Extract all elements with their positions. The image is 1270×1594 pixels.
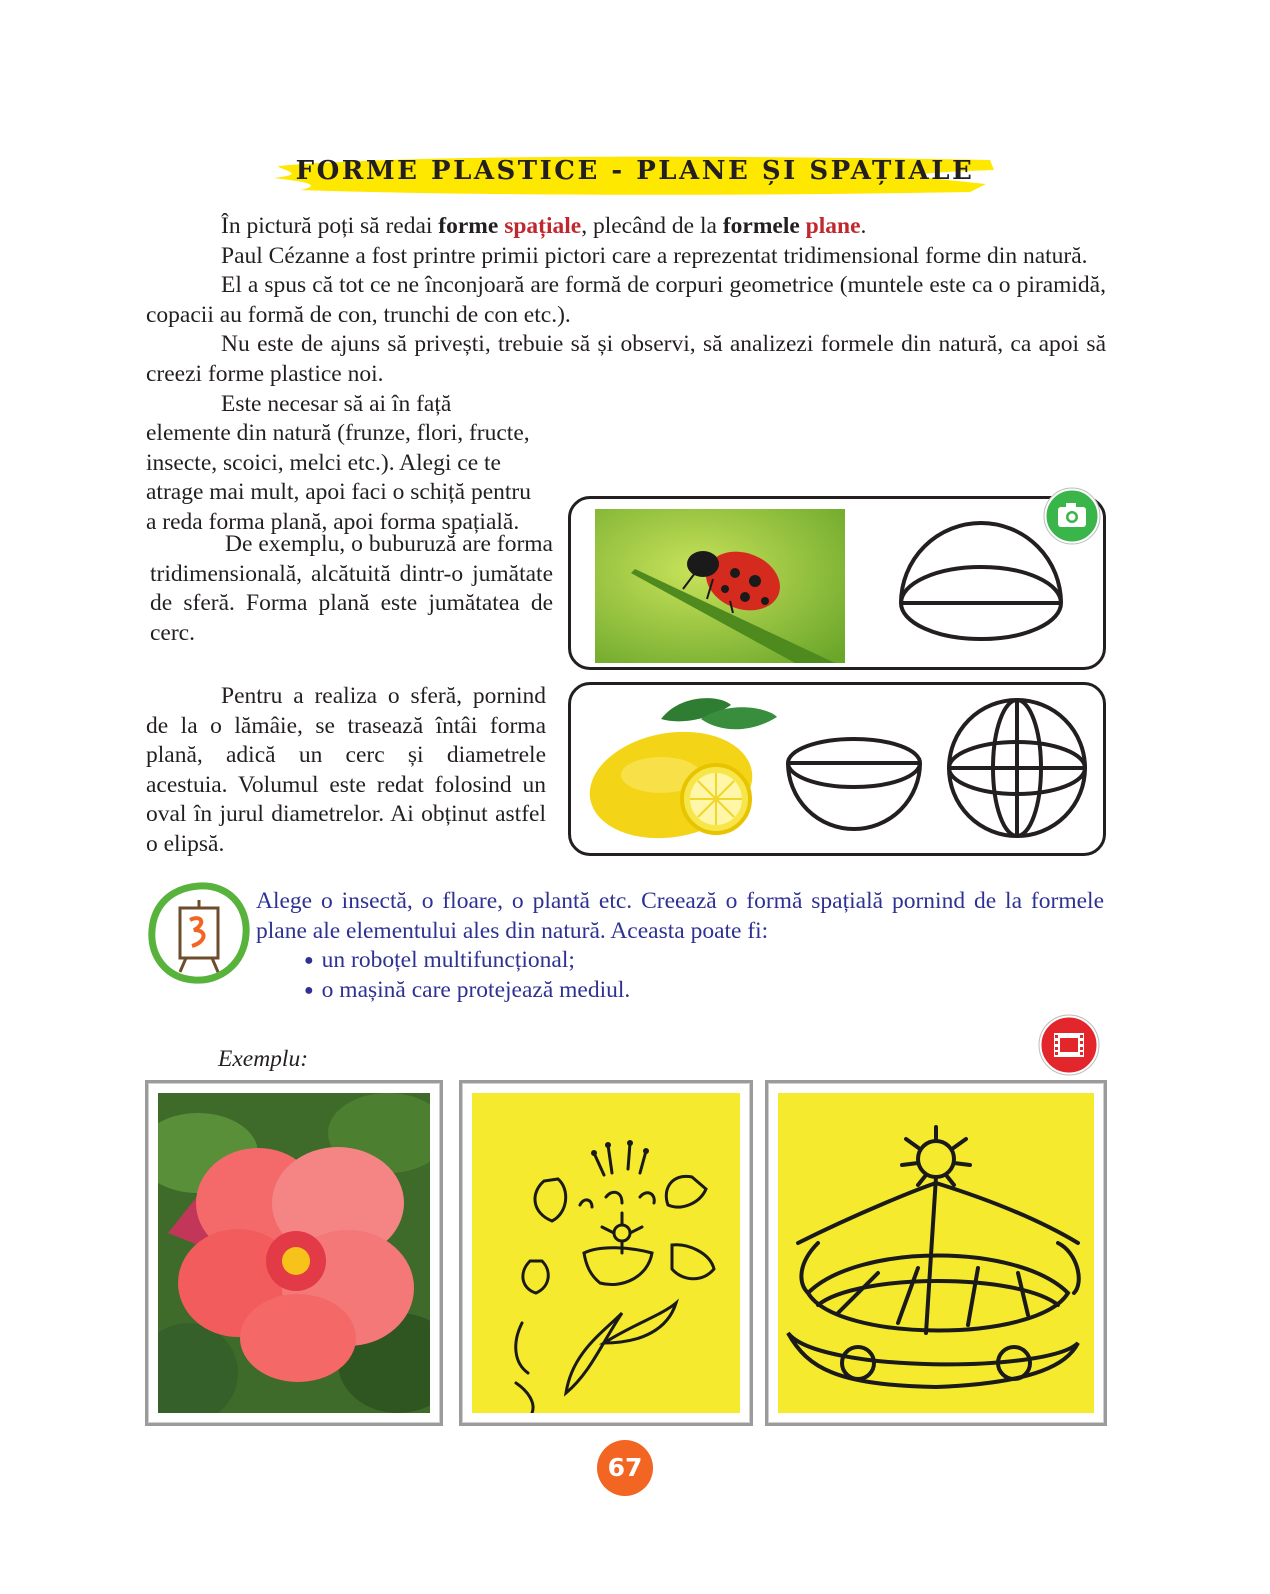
lemon-box xyxy=(568,682,1106,856)
task-text: Alege o insectă, o floare, o plantă etc. Creează o formă spațială pornind de la formele plane ale elementului ales din natură. Aceasta poate fi: xyxy=(256,888,1104,944)
ladybug-photo xyxy=(595,509,845,663)
easel-icon xyxy=(146,880,252,986)
flower-car-drawing xyxy=(778,1093,1094,1413)
example-label: Exemplu: xyxy=(218,1046,309,1072)
intro-paragraph-5: Este necesar să ai în față elemente din natură (frunze, flori, fructe, insecte, scoici, melci etc.). Alegi ce te atrage mai mult, apoi faci o schiță pentru a reda forma plană, apoi forma spațială. xyxy=(146,390,531,535)
text-run: . xyxy=(860,213,867,239)
lemon-hemisphere-drawing xyxy=(783,733,925,833)
task-block xyxy=(256,887,1104,1005)
keyword-formele: formele xyxy=(722,213,800,239)
camera-icon[interactable] xyxy=(1043,487,1101,545)
page-title: FORME PLASTICE - PLANE ȘI SPAȚIALE xyxy=(295,156,975,186)
example-frame-sketch xyxy=(459,1080,753,1426)
text-run: În pictură poți să redai xyxy=(221,213,439,239)
intro-paragraph-4: Nu este de ajuns să privești, trebuie să și observi, să analizezi formele din natură, ca apoi să creezi forme plastice noi. xyxy=(146,331,1106,387)
lemon-paragraph xyxy=(146,682,546,860)
task-bullet-2: ● o mașină care protejează mediul. xyxy=(256,976,1104,1006)
title-banner xyxy=(270,148,1000,200)
sphere-drawing xyxy=(943,691,1091,845)
plane-shapes-sketch xyxy=(472,1093,740,1413)
intro-paragraph-2: Paul Cézanne a fost printre primii pictori care a reprezentat tridimensional forme din natură. xyxy=(221,242,1088,269)
ladybug-text: De exemplu, o buburuză are forma tridimensională, alcătuită dintr-o jumătate de sferă. Forma plană este jumătatea de cerc. xyxy=(150,531,553,646)
keyword-forme: forme xyxy=(438,213,499,239)
keyword-spatiale: spațiale xyxy=(504,213,582,239)
intro-paragraph-1 xyxy=(146,212,1106,242)
example-frame-flower xyxy=(145,1080,443,1426)
intro-text xyxy=(146,212,1106,538)
text-run: , plecând de la xyxy=(581,213,723,239)
intro-paragraph-3: El a spus că tot ce ne înconjoară are formă de corpuri geometrice (muntele este ca o piramidă, copacii au formă de con, trunchi de con etc.). xyxy=(146,272,1106,328)
page-number: 67 xyxy=(597,1440,653,1496)
lemon-illustration xyxy=(581,689,781,847)
example-frame-car xyxy=(765,1080,1107,1426)
keyword-plane: plane xyxy=(805,213,861,239)
task-bullet-1: ● un roboțel multifuncțional; xyxy=(256,946,1104,976)
film-icon[interactable] xyxy=(1038,1014,1100,1076)
ladybug-box xyxy=(568,496,1106,670)
ladybug-paragraph xyxy=(150,530,553,648)
hibiscus-photo xyxy=(158,1093,430,1413)
lemon-text: Pentru a realiza o sferă, pornind de la o lămâie, se trasează întâi forma plană, adică un cerc și diametrele acestuia. Volumul este redat folosind un oval în jurul diametrelor. Ai obținut astfel o elipsă. xyxy=(146,683,546,857)
